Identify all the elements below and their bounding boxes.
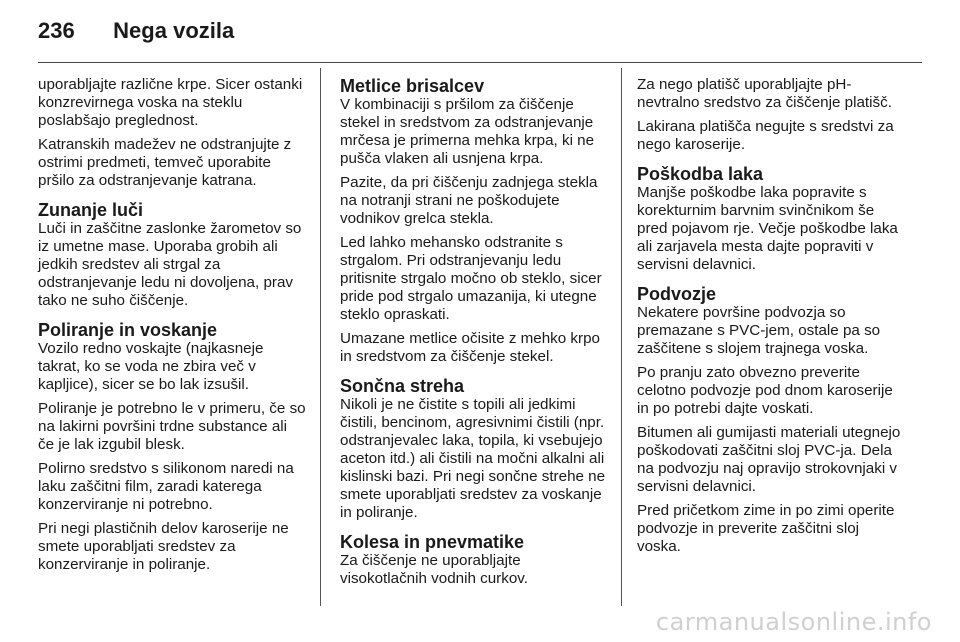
paragraph: Luči in zaščitne zaslonke žarometov so iz umetne mase. Uporaba grobih ali jedkih sredstev ali strgal za odstranjevanje ledu ni dovoljena, prav tako ne suho čiščenje. xyxy=(38,220,302,309)
paragraph: Pri negi plastičnih delov karoserije ne smete uporabljati sredstev za konzerviranje in poliranje. xyxy=(38,520,289,573)
paragraph: Manjše poškodbe laka popravite s korekturnim barvnim svinčnikom še pred pojavom rje. Večje poškodbe laka ali zarjavela mesta dajte popraviti v servisni delavnici. xyxy=(637,184,898,273)
paragraph: Za čiščenje ne uporabljajte visokotlačnih vodnih curkov. xyxy=(340,552,528,587)
section-heading: Poliranje in voskanje xyxy=(38,320,218,340)
page-header xyxy=(38,18,234,48)
text-column-1 xyxy=(38,76,306,580)
section-heading: Sončna streha xyxy=(340,376,465,396)
paragraph: Nikoli je ne čistite s topili ali jedkimi čistili, bencinom, agresivnimi čistili (npr. odstranjevalec laka, topila, ki vsebujejo aceton itd.) ali čistili na močni alkalni ali kislinski bazi. Pri negi sončne strehe ne smete uporabljati sredstev za voskanje in poliranje. xyxy=(340,396,606,521)
paragraph: Umazane metlice očisite z mehko krpo in sredstvom za čiščenje stekel. xyxy=(340,330,600,365)
paragraph: Bitumen ali gumijasti materiali utegnejo poškodovati zaščitni sloj PVC-ja. Dela na podvozju naj opravijo strokovnjaki v servisni delavnici. xyxy=(637,424,901,495)
paragraph: uporabljajte različne krpe. Sicer ostanki konzrevirnega voska na steklu poslabšajo preglednost. xyxy=(38,76,303,129)
paragraph: V kombinaciji s pršilom za čiščenje stekel in sredstvom za odstranjevanje mrčesa je primerna mehka krpa, ki ne pušča vlaken ali usnjena krpa. xyxy=(340,96,595,167)
paragraph: Led lahko mehansko odstranite s strgalom. Pri odstranjevanju ledu pritisnite strgalo močno ob steklo, sicer pride pod strgalo umazanija, ki utegne steklo opraskati. xyxy=(340,234,602,323)
section-heading: Poškodba laka xyxy=(637,164,764,184)
section-heading: Kolesa in pnevmatike xyxy=(340,532,525,552)
text-column-3 xyxy=(637,76,905,562)
section-title: Nega vozila xyxy=(113,18,235,43)
watermark: carmanualsonline.info xyxy=(655,608,932,636)
paragraph: Pred pričetkom zime in po zimi operite podvozje in preverite zaščitni sloj voska. xyxy=(637,502,895,555)
paragraph: Za nego platišč uporabljajte pH-nevtralno sredstvo za čiščenje platišč. xyxy=(637,76,892,111)
paragraph: Poliranje je potrebno le v primeru, če so na lakirni površini trdne substance ali če je lak izgubil blesk. xyxy=(38,400,306,453)
paragraph: Vozilo redno voskajte (najkasneje takrat, ko se voda ne zbira več v kapljice), sicer se bo lak izsušil. xyxy=(38,340,264,393)
page-number: 236 xyxy=(38,18,75,43)
paragraph: Nekatere površine podvozja so premazane s PVC-jem, ostale pa so zaščitene s slojem trajnega voska. xyxy=(637,304,881,357)
paragraph: Po pranju zato obvezno preverite celotno podvozje pod dnom karoserije in po potrebi dajte voskati. xyxy=(637,364,893,417)
section-heading: Metlice brisalcev xyxy=(340,76,485,96)
paragraph: Polirno sredstvo s silikonom naredi na laku zaščitni film, zaradi katerega konzerviranje ni potrebno. xyxy=(38,460,294,513)
section-heading: Zunanje luči xyxy=(38,200,144,220)
paragraph: Lakirana platišča negujte s sredstvi za nego karoserije. xyxy=(637,118,894,153)
paragraph: Katranskih madežev ne odstranjujte z ostrimi predmeti, temveč uporabite pršilo za odstranjevanje katrana. xyxy=(38,136,292,189)
column-divider-2 xyxy=(621,68,622,606)
section-heading: Podvozje xyxy=(637,284,717,304)
column-divider-1 xyxy=(320,68,321,606)
paragraph: Pazite, da pri čiščenju zadnjega stekla na notranji strani ne poškodujete vodnikov grelca stekla. xyxy=(340,174,598,227)
header-rule xyxy=(38,62,922,63)
text-column-2 xyxy=(340,76,608,594)
